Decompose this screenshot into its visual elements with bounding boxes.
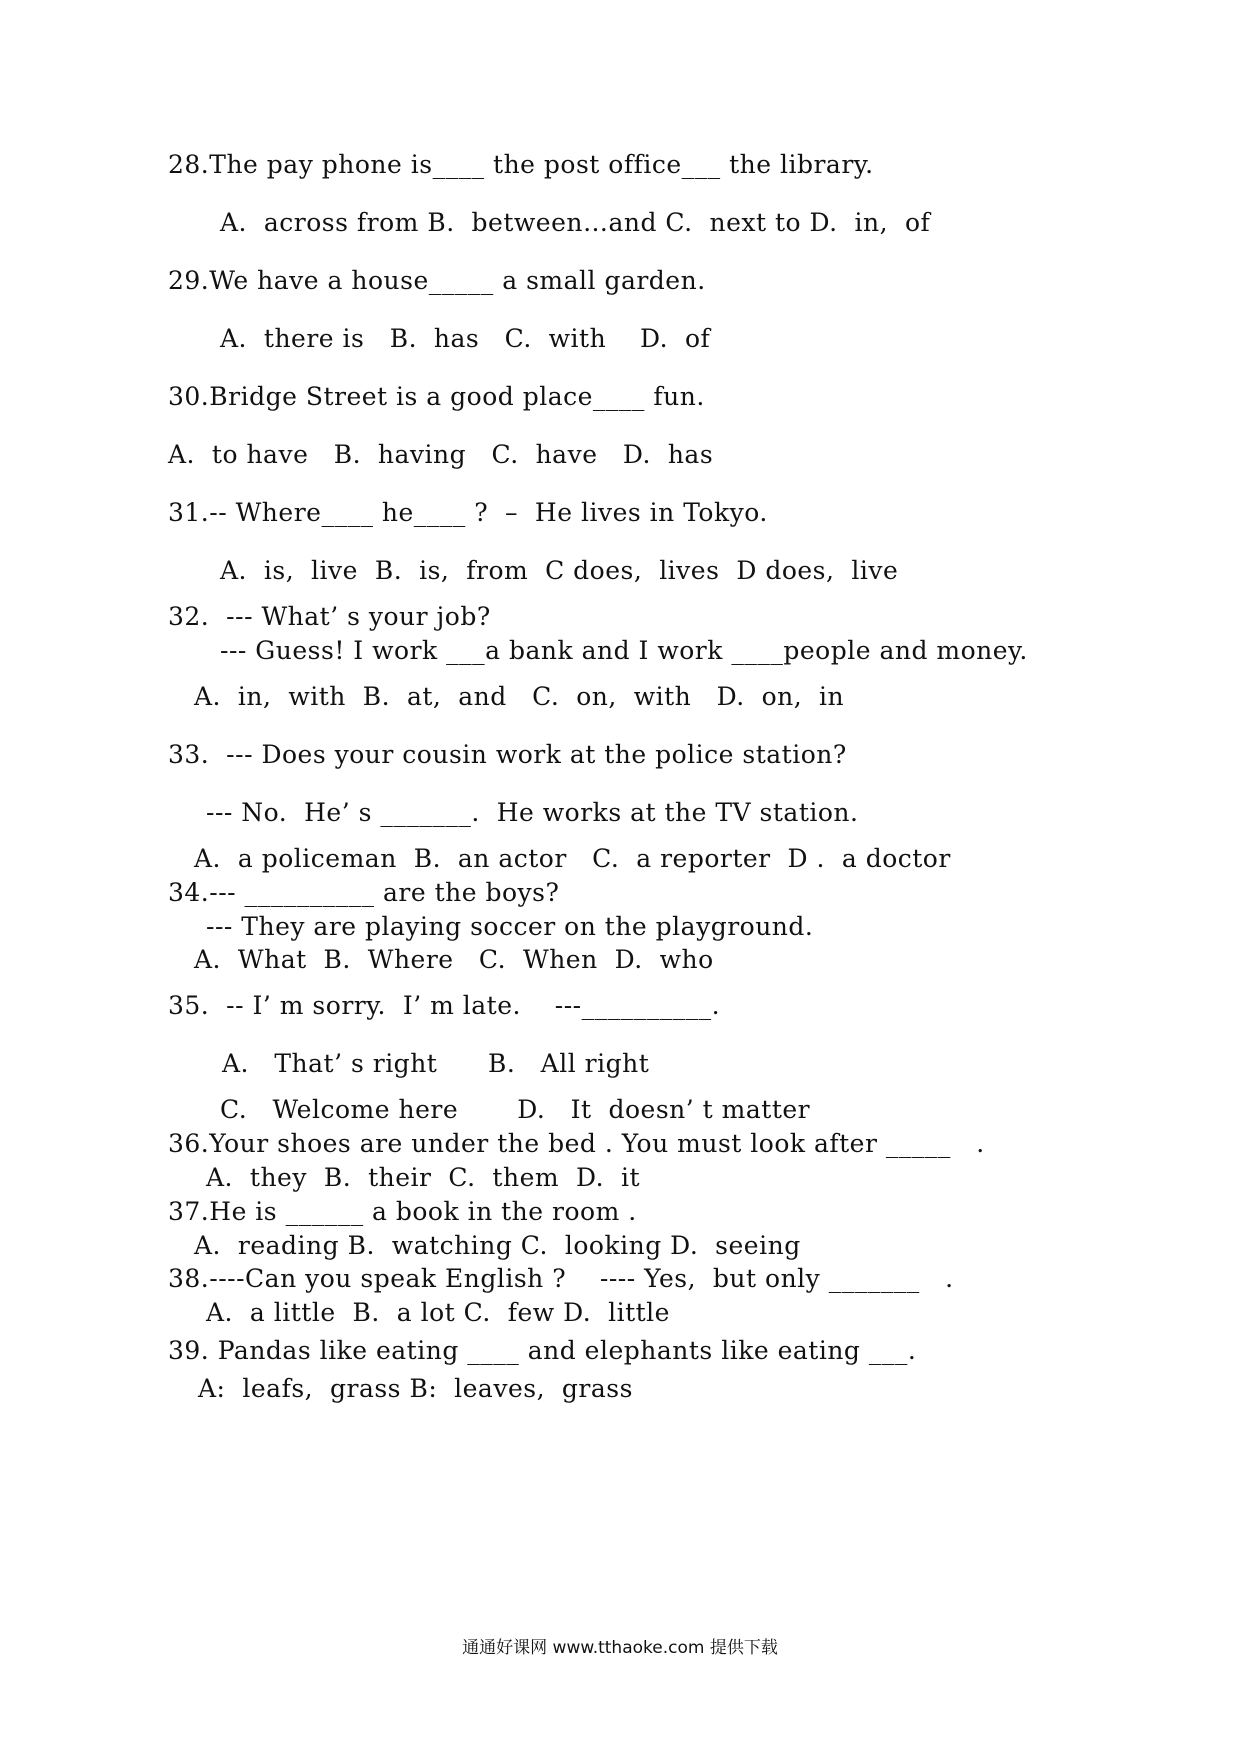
question-35-options-line1: A. That’ s right B. All right [222, 1049, 650, 1078]
question-number: 35. [168, 991, 210, 1020]
question-39-options: A: leafs, grass B: leaves, grass [198, 1374, 633, 1403]
question-33 [168, 740, 847, 770]
question-number: 37. [168, 1197, 210, 1226]
question-28 [168, 150, 874, 180]
question-number: 29. [168, 266, 210, 295]
question-number: 28. [168, 150, 210, 179]
question-stem: -- I’ m sorry. I’ m late. ---__________. [226, 991, 721, 1020]
question-stem: Pandas like eating ____ and elephants like eating ___. [209, 1336, 917, 1365]
question-38 [168, 1264, 954, 1294]
question-38-options: A. a little B. a lot C. few D. little [206, 1298, 670, 1327]
question-number: 39. [168, 1336, 210, 1365]
question-stem: -- Where____ he____ ? – He lives in Tokyo. [209, 498, 768, 527]
question-34-stem2: --- They are playing soccer on the playground. [206, 912, 814, 941]
question-number: 36. [168, 1129, 210, 1158]
question-number: 34. [168, 878, 210, 907]
question-stem: The pay phone is____ the post office___ the library. [209, 150, 874, 179]
question-37 [168, 1197, 637, 1227]
question-stem: Your shoes are under the bed . You must look after _____ . [209, 1129, 985, 1158]
question-36-options: A. they B. their C. them D. it [206, 1163, 641, 1192]
question-32 [168, 602, 491, 632]
question-35-options-line2: C. Welcome here D. It doesn’ t matter [220, 1095, 811, 1124]
footer-source-text: 通通好课网 www.tthaoke.com 提供下载 [462, 1638, 778, 1658]
question-number: 32. [168, 602, 210, 631]
question-31-options: A. is, live B. is, from C does, lives D does, live [220, 556, 899, 585]
question-33-options: A. a policeman B. an actor C. a reporter D . a doctor [194, 844, 951, 873]
question-28-options: A. across from B. between…and C. next to D. in, of [220, 208, 931, 237]
question-33-stem2: --- No. He’ s _______. He works at the TV station. [206, 798, 859, 827]
question-31 [168, 498, 768, 528]
question-stem: Bridge Street is a good place____ fun. [209, 382, 705, 411]
question-29-options: A. there is B. has C. with D. of [220, 324, 711, 353]
question-32-stem2: --- Guess! I work ___a bank and I work ____people and money. [220, 636, 1028, 665]
question-stem: --- What’ s your job? [226, 602, 491, 631]
question-stem: --- Does your cousin work at the police station? [226, 740, 847, 769]
question-stem: ----Can you speak English ? ---- Yes, but only _______ . [209, 1264, 954, 1293]
question-37-options: A. reading B. watching C. looking D. seeing [194, 1231, 801, 1260]
question-29 [168, 266, 706, 296]
question-number: 30. [168, 382, 210, 411]
question-number: 33. [168, 740, 210, 769]
question-35 [168, 991, 720, 1021]
question-39 [168, 1336, 916, 1366]
question-32-options: A. in, with B. at, and C. on, with D. on, in [194, 682, 845, 711]
question-stem: He is ______ a book in the room . [209, 1197, 637, 1226]
question-36 [168, 1129, 985, 1159]
question-30 [168, 382, 705, 412]
question-34 [168, 878, 559, 908]
question-number: 31. [168, 498, 210, 527]
question-stem: --- __________ are the boys? [209, 878, 560, 907]
question-34-options: A. What B. Where C. When D. who [194, 945, 714, 974]
question-number: 38. [168, 1264, 210, 1293]
question-30-options: A. to have B. having C. have D. has [168, 440, 714, 469]
question-stem: We have a house_____ a small garden. [209, 266, 706, 295]
